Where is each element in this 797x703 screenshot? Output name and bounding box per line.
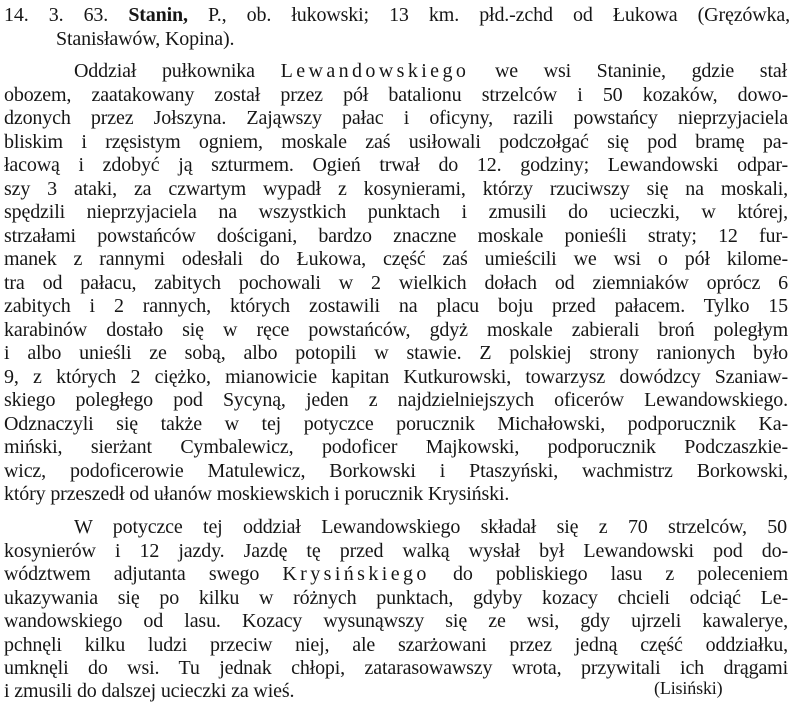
para1-line-4: bliskim i rzęsistym ogniem, moskale zaś usiłowali podczołgać się pod bramę pa-	[4, 131, 788, 153]
para1-line-9: manek z rannymi odesłali do Łukowa, część zaś umieścili we wsi o pół kilome-	[4, 248, 788, 270]
spaced-name-krysinski: Krysińskiego	[282, 563, 430, 585]
entry-header-rest: P., ob. łukowski; 13 km. płd.-zchd od Łukowa (Gręzówka,	[187, 4, 790, 26]
para2-line-1: W potyczce tej oddział Lewandowskiego składał się z 70 strzelców, 50	[74, 516, 787, 538]
para2-line-3-text-a: wództwem adjutanta swego	[4, 563, 283, 585]
para2-line-5: wandowskiego od lasu. Kozacy wysunąwszy się ze wsi, gdy ujrzeli kawalerye,	[4, 610, 788, 632]
para1-line-2: obozem, zaatakowany został przez pół batalionu strzelców i 50 kozaków, dowo-	[4, 84, 788, 106]
spaced-name-lewandowski: Lewandowskiego	[280, 60, 470, 82]
para1-line-5: łacową i zdobyć ją szturmem. Ogień trwał do 12. godziny; Lewandowski odpar-	[4, 154, 788, 176]
para1-line-8: strzałami powstańców dościgani, bardzo znaczne moskale ponieśli straty; 12 fur-	[4, 225, 788, 247]
para2-line-4: ukazywania się po kilku w różnych punktach, gdyby kozacy chcieli odciąć Le-	[4, 587, 788, 609]
citation-text: (Lisiński)	[654, 678, 723, 698]
para2-line-6: pchnęli kilku ludzi przeciw niej, ale szarżowani przez jedną część oddziałku,	[4, 634, 788, 656]
entry-header-line-1	[4, 3, 790, 27]
para1-line-19: który przeszedł od ułanów moskiewskich i porucznik Krysiński.	[4, 483, 510, 505]
para2-line-8: i zmusili do dalszej ucieczki za wieś.	[4, 680, 295, 702]
para1-line-1-text-b: we wsi Staninie, gdzie stał	[469, 60, 787, 82]
para1-line-1	[74, 59, 787, 83]
entry-place: Stanin,	[128, 4, 188, 26]
para2-line-3-text-b: do pobliskiego lasu z poleceniem	[429, 563, 788, 585]
para2-line-7: umknęli do wsi. Tu jednak chłopi, zatarasowawszy wrota, przywitali ich drągami	[4, 657, 788, 679]
para1-line-13: i albo unieśli ze sobą, albo potopili w stawie. Z polskiej strony ranionych było	[4, 342, 788, 364]
cut-off-citation-fragment	[654, 676, 723, 698]
para2-line-3	[4, 562, 788, 586]
entry-header-line-2: Stanisławów, Kopina).	[56, 28, 235, 50]
para1-line-7: spędzili nieprzyjaciela na wszystkich punktach i zmusili do ucieczki, w której,	[4, 201, 788, 223]
para1-line-11: zabitych i 2 rannych, których zostawili na placu boju przed pałacem. Tylko 15	[4, 295, 788, 317]
para1-line-15: skiego poległego pod Sycyną, jeden z najdzielniejszych oficerów Lewandowskiego.	[4, 389, 788, 411]
para1-line-12: karabinów dostało się w ręce powstańców, gdyż moskale zabierali broń poległym	[4, 319, 788, 341]
para1-line-3: dzonych przez Jołszyna. Zająwszy pałac i oficyny, razili powstańcy nieprzyjaciela	[4, 107, 788, 129]
para1-line-17: miński, sierżant Cymbalewicz, podoficer Majkowski, podporucznik Podczaszkie-	[4, 436, 788, 458]
para2-line-2: kosynierów i 12 jazdy. Jazdę tę przed walką wysłał był Lewandowski pod do-	[4, 540, 788, 562]
para1-line-18: wicz, podoficerowie Matulewicz, Borkowski i Ptaszyński, wachmistrz Borkowski,	[4, 460, 788, 482]
para1-line-1-text-a: Oddział pułkownika	[74, 60, 281, 82]
entry-date: 14. 3. 63.	[4, 4, 109, 26]
para1-line-16: Odznaczyli się także w tej potyczce porucznik Michałowski, podporucznik Ka-	[4, 413, 788, 435]
para1-line-10: tra od pałacu, zabitych pochowali w 2 wielkich dołach od ziemniaków oprócz 6	[4, 272, 788, 294]
para1-line-14: 9, z których 2 ciężko, mianowicie kapitan Kutkurowski, towarzysz dowódzcy Szaniaw-	[4, 366, 788, 388]
para1-line-6: szy 3 ataki, za czwartym wypadł z kosynierami, którzy rzuciwszy się na moskali,	[4, 178, 788, 200]
